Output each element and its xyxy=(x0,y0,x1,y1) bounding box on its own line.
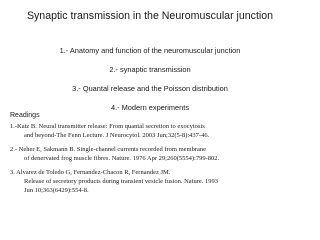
reference-line: 3. Alvarez de Toledo G, Fernandez-Chacon R, Fernandez JM. xyxy=(10,169,171,177)
topic-item: 4.- Modern experiments xyxy=(110,103,190,112)
reference-line: Release of secretory products during transient vesicle fusion. Nature. 1993 xyxy=(24,177,219,185)
reference-line: Jun 10;363(6429):554-8. xyxy=(24,186,89,194)
readings-label: Readings xyxy=(10,112,40,119)
reference-line: and beyond-The Fenn Lecture. J Neurocytol. 2003 Jun;32(5-8):437-46. xyxy=(24,131,210,139)
topic-item: 2.- synaptic transmission xyxy=(109,65,191,74)
topic-item: 3.- Quantal release and the Poisson distribution xyxy=(72,84,228,93)
reference-item xyxy=(10,123,292,140)
reference-item xyxy=(10,169,292,195)
topic-item: 1.- Anatomy and function of the neuromuscular junction xyxy=(59,46,241,55)
reference-line: 2.- Neher E, Sakmann B. Single-channel currents recorded from membrane xyxy=(10,146,207,154)
reference-line: 1.-Katz B. Neural transmitter release: From quantal secretion to exocytosis xyxy=(10,123,205,130)
reference-item xyxy=(10,146,292,163)
reference-list xyxy=(10,123,292,201)
slide-title: Synaptic transmission in the Neuromuscular junction xyxy=(26,10,274,22)
reference-line: of denervated frog muscle fibres. Nature. 1976 Apr 29;260(5554):799-802. xyxy=(24,154,220,162)
